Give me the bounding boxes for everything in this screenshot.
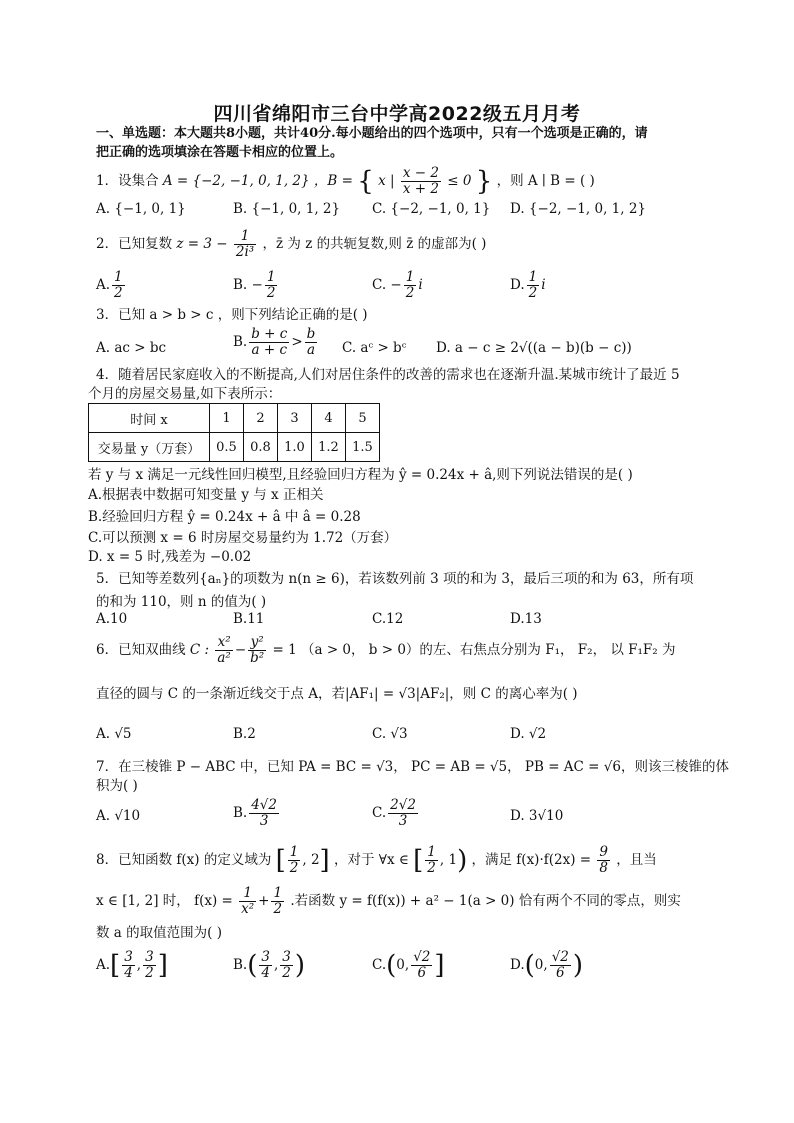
q8-int-left-bracket: [ [413, 845, 424, 876]
q8-l2-den1: x² [241, 901, 255, 917]
q2-text: 2．已知复数 [96, 236, 173, 252]
q8-option-d [510, 948, 583, 983]
q3-opt-b-den2: a [306, 342, 315, 358]
q8-opt-a-den2: 2 [145, 965, 154, 981]
q8-opt-d-num: √2 [551, 949, 569, 965]
q8-int-frac [425, 845, 438, 876]
q1-fraction [401, 166, 441, 197]
section-instruction-line1: 一、单选题：本大题共8小题，共计40分.每小题给出的四个选项中，只有一个选项是正确的，请 [96, 126, 648, 141]
q2-option-c [372, 268, 423, 302]
q8-rhs-den: 8 [599, 860, 608, 876]
q3-opt-b-frac2 [305, 327, 318, 358]
q8-int-num: 1 [427, 844, 436, 860]
q6-frac-x-num: x² [215, 635, 232, 651]
q8-opt-c-lp: ( [386, 950, 397, 981]
table-cell: 3 [278, 404, 312, 433]
q1-set-b-cond: x | [378, 173, 395, 189]
q8-dom-num: 1 [289, 844, 299, 860]
q8-opt-c-den: 6 [417, 965, 427, 981]
q8-rhs-num: 9 [599, 844, 608, 860]
table-cell: 5 [346, 404, 380, 433]
q4-option-d: D. x = 5 时,残差为 −0.02 [88, 549, 252, 565]
q7-option-b [233, 796, 281, 830]
q7-opt-b-frac [249, 798, 279, 829]
q1-frac-den: x + 2 [402, 181, 439, 197]
q8-opt-a-num2: 3 [145, 949, 154, 965]
q4-option-b: B.经验回归方程 ŷ = 0.24x + â 中 â = 0.28 [88, 509, 361, 525]
question-6-stem-line1 [96, 632, 676, 668]
question-8-stem-line2 [96, 884, 681, 918]
q8-opt-a-label: A. [96, 957, 111, 973]
q8-dom-left-bracket: [ [275, 845, 286, 876]
q2-opt-b-label: B. − [233, 277, 263, 293]
q8-option-b: B.( $\frac{3}{4}$ , $\frac{3}{2}$ ) [233, 949, 306, 981]
table-cell: 4 [312, 404, 346, 433]
q1-right-brace: } [475, 166, 493, 197]
q2-option-b [233, 268, 279, 302]
q1-option-d: D. {−2, −1, 0, 1, 2} [510, 201, 647, 217]
q2-opt-c-frac [404, 270, 417, 301]
table-cell: 0.5 [210, 433, 244, 462]
q8-line2-frac2 [271, 886, 284, 917]
table-cell: 1.5 [346, 433, 380, 462]
q7-opt-c-frac [388, 798, 418, 829]
question-5-stem-line2: 的和为 110，则 n 的值为( ) [96, 594, 267, 610]
q8-l2-num2: 1 [273, 885, 283, 901]
q8-opt-d-label: D. [510, 957, 525, 973]
q2-frac-num: 1 [234, 229, 256, 245]
q2-frac-den: 2i³ [235, 244, 255, 260]
q2-option-d [510, 268, 546, 302]
q8-text-b: ，对于 ∀x ∈ [334, 852, 409, 868]
q8-opt-b-label: B. [233, 957, 248, 973]
q1-set-b-label: ，B = [313, 173, 353, 189]
q3-opt-b-label: B. [233, 334, 248, 350]
q3-option-a: A. ac > bc [96, 340, 167, 356]
table-cell: 1.0 [278, 433, 312, 462]
q2-opt-d-suffix: i [541, 277, 546, 293]
q8-opt-b-lp: ( [247, 950, 258, 981]
q8-text-c: ，满足 f(x)·f(2x) = [471, 852, 592, 868]
q8-opt-a-frac1 [122, 950, 135, 981]
q8-opt-a-lb: [ [110, 950, 121, 981]
q8-plus: + [258, 893, 270, 909]
q8-line2-a: x ∈ [1, 2] 时， f(x) = [96, 893, 233, 909]
q8-line2-b: .若函数 y = f(f(x)) + a² − 1(a > 0) 恰有两个不同的零点，则实 [290, 893, 681, 909]
q2-opt-d-frac [527, 270, 540, 301]
q1-text: 1．设集合 [96, 173, 159, 189]
q7-opt-c-num: 2√2 [390, 797, 416, 813]
q8-opt-b-den1: 4 [261, 965, 270, 981]
q3-opt-b-num1: b + c [251, 326, 288, 342]
q8-opt-c-zero: 0, [396, 957, 410, 973]
table-header-time: 时间 x [89, 404, 210, 433]
q7-opt-b-label: B. [233, 805, 248, 821]
q4-option-c: C.可以预测 x = 6 时房屋交易量约为 1.72（万套） [88, 530, 398, 546]
q8-opt-c-num: √2 [413, 949, 431, 965]
question-8-stem-line1 [96, 843, 657, 878]
q7-opt-b-den: 3 [259, 813, 269, 829]
q2-opt-d-label: D. [510, 277, 525, 293]
q8-opt-d-frac [550, 950, 571, 981]
q8-line2-frac1 [239, 886, 256, 917]
q5-option-d: D.13 [510, 611, 542, 627]
q6-text: 6．已知双曲线 [96, 642, 186, 658]
question-1-stem [96, 166, 595, 197]
q8-opt-b-frac1 [259, 950, 272, 981]
q6-c-label: C : [189, 642, 210, 658]
q8-opt-d-den: 6 [555, 965, 565, 981]
q3-option-c: C. aᶜ > bᶜ [342, 340, 407, 356]
question-3-stem: 3．已知 a > b > c ，则下列结论正确的是( ) [96, 307, 368, 323]
q3-option-d: D. a − c ≥ 2√((a − b)(b − c)) [436, 340, 632, 356]
q2-opt-b-den: 2 [266, 285, 276, 301]
q2-opt-c-label: C. − [372, 277, 402, 293]
q8-opt-b-num2: 3 [282, 949, 291, 965]
table-header-volume: 交易量 y（万套） [89, 433, 210, 462]
q7-option-c [372, 796, 420, 830]
table-cell: 1.2 [312, 433, 346, 462]
q8-opt-b-num1: 3 [261, 949, 270, 965]
q6-frac-x-den: a² [217, 650, 231, 666]
question-4-stem-line3: 若 y 与 x 满足一元线性回归模型,且经验回归方程为 ŷ = 0.24x + â,则下列说法错误的是( ) [88, 467, 633, 483]
q2-opt-c-suffix: i [418, 277, 423, 293]
q6-option-b: B.2 [233, 726, 256, 742]
q8-opt-a-den1: 4 [124, 965, 133, 981]
q5-option-b: B.11 [233, 611, 265, 627]
q8-option-a: A.[ $\frac{3}{4}$ , $\frac{3}{2}$ ] [96, 949, 168, 981]
q6-frac-y [248, 635, 266, 666]
q6-minus: − [234, 642, 247, 658]
question-5-stem-line1: 5．已知等差数列{aₙ}的项数为 n(n ≥ 6)，若该数列前 3 项的和为 3，最后三项的和为 63，所有项 [96, 571, 694, 587]
q2-opt-c-den: 2 [405, 285, 415, 301]
table-cell: 2 [244, 404, 278, 433]
q8-opt-b-den2: 2 [282, 965, 291, 981]
q5-option-c: C.12 [372, 611, 404, 627]
q2-fraction [234, 229, 256, 260]
q7-opt-c-den: 3 [398, 813, 408, 829]
table-row [89, 433, 380, 462]
q3-option-b [233, 325, 319, 359]
q8-opt-a-num1: 3 [124, 949, 133, 965]
q3-opt-b-frac1 [249, 327, 289, 358]
q7-option-a: A. √10 [96, 808, 141, 824]
q8-dom-end: , 2 [302, 852, 320, 868]
q2-opt-b-num: 1 [266, 269, 276, 285]
q8-opt-c-frac [411, 950, 432, 981]
table-cell: 1 [210, 404, 244, 433]
q8-int-end: , 1 [439, 852, 458, 868]
q1-option-c: C. {−2, −1, 0, 1} [372, 201, 491, 217]
q7-opt-b-num: 4√2 [251, 797, 277, 813]
q8-int-right-paren: ) [457, 845, 468, 876]
q2-z-eq: z = 3 − [176, 236, 228, 252]
table-cell: 0.8 [244, 433, 278, 462]
q8-dom-den: 2 [289, 860, 299, 876]
q8-opt-c-rb: ] [434, 950, 445, 981]
q6-option-d: D. √2 [510, 726, 547, 742]
table-row [89, 404, 380, 433]
q5-option-a: A.10 [96, 611, 128, 627]
question-6-stem-line2: 直径的圆与 C 的一条渐近线交于点 A，若|AF₁| = √3|AF₂|，则 C 的离心率为( ) [96, 686, 578, 702]
q1-option-b: B. {−1, 0, 1, 2} [233, 201, 341, 217]
q8-text-d: ，且当 [616, 852, 657, 868]
q8-dom-frac [288, 845, 301, 876]
q8-opt-d-rp: ) [572, 950, 584, 981]
q8-option-c [372, 948, 445, 983]
q2-opt-d-den: 2 [528, 285, 538, 301]
q1-text-end: ，则 A ∣ B = ( ) [496, 173, 595, 189]
q8-opt-b-frac2 [280, 950, 293, 981]
q8-opt-c-label: C. [372, 957, 387, 973]
q1-frac-num: x − 2 [402, 165, 439, 181]
q8-l2-num1: 1 [239, 886, 256, 902]
question-8-stem-line3: 数 a 的取值范围为( ) [96, 925, 222, 941]
q1-set-a: A = {−2, −1, 0, 1, 2} [162, 173, 310, 189]
q2-opt-a-den: 2 [114, 285, 123, 301]
q1-left-brace: { [357, 166, 374, 197]
q6-frac-y-den: b² [250, 650, 265, 666]
section-instruction-line2: 把正确的选项填涂在答题卡相应的位置上。 [96, 145, 344, 160]
q2-opt-a-num: 1 [114, 269, 123, 285]
q2-opt-b-frac [265, 270, 278, 301]
q8-opt-d-zero: 0, [534, 957, 548, 973]
q3-opt-b-den1: a + c [251, 342, 288, 358]
q2-opt-c-num: 1 [405, 269, 415, 285]
q2-opt-a-label: A. [96, 277, 111, 293]
q7-opt-c-label: C. [372, 805, 387, 821]
q6-option-c: C. √3 [372, 726, 408, 742]
exam-title: 四川省绵阳市三台中学高2022级五月月考 [213, 103, 581, 125]
q8-rhs-frac [597, 845, 610, 876]
q6-frac-x [215, 635, 232, 666]
q6-text-end: = 1 （a > 0， b > 0）的左、右焦点分别为 F₁， F₂， 以 F₁F₂ 为 [272, 642, 676, 658]
q4-data-table [88, 403, 380, 462]
q8-opt-d-lp: ( [524, 950, 535, 981]
q8-dom-right-bracket: ] [319, 845, 330, 876]
q8-int-den: 2 [427, 860, 436, 876]
q7-option-d: D. 3√10 [510, 808, 564, 824]
q1-set-b-post: ≤ 0 [447, 173, 472, 189]
q3-opt-b-num2: b [306, 326, 316, 342]
q8-text: 8．已知函数 f(x) 的定义域为 [96, 852, 272, 868]
q6-frac-y-num: y² [248, 635, 266, 651]
question-7-stem-line1: 7．在三棱锥 P − ABC 中，已知 PA = BC = √3， PC = AB = √5， PB = AC = √6，则该三棱锥的体 [96, 759, 729, 775]
q8-opt-a-rb: ] [157, 950, 168, 981]
q1-option-a: A. {−1, 0, 1} [96, 201, 186, 217]
question-4-stem-line2: 个月的房屋交易量,如下表所示： [88, 386, 282, 402]
q8-opt-a-frac2 [143, 950, 156, 981]
question-2-stem [96, 227, 486, 261]
q3-opt-b-gt: > [291, 334, 303, 350]
q2-opt-d-num: 1 [528, 269, 538, 285]
q8-l2-den2: 2 [273, 901, 283, 917]
question-4-stem-line1: 4．随着居民家庭收入的不断提高,人们对居住条件的改善的需求也在逐渐升温.某城市统计了最近 5 [96, 367, 680, 383]
q2-option-a [96, 268, 127, 302]
q2-opt-a-frac [112, 270, 125, 301]
q6-option-a: A. √5 [96, 726, 132, 742]
q2-text-end: ，z̄ 为 z 的共轭复数,则 z̄ 的虚部为( ) [262, 236, 487, 252]
q4-option-a: A.根据表中数据可知变量 y 与 x 正相关 [88, 487, 324, 503]
question-7-stem-line2: 积为( ) [96, 778, 138, 794]
q8-opt-b-rp: ) [294, 950, 306, 981]
